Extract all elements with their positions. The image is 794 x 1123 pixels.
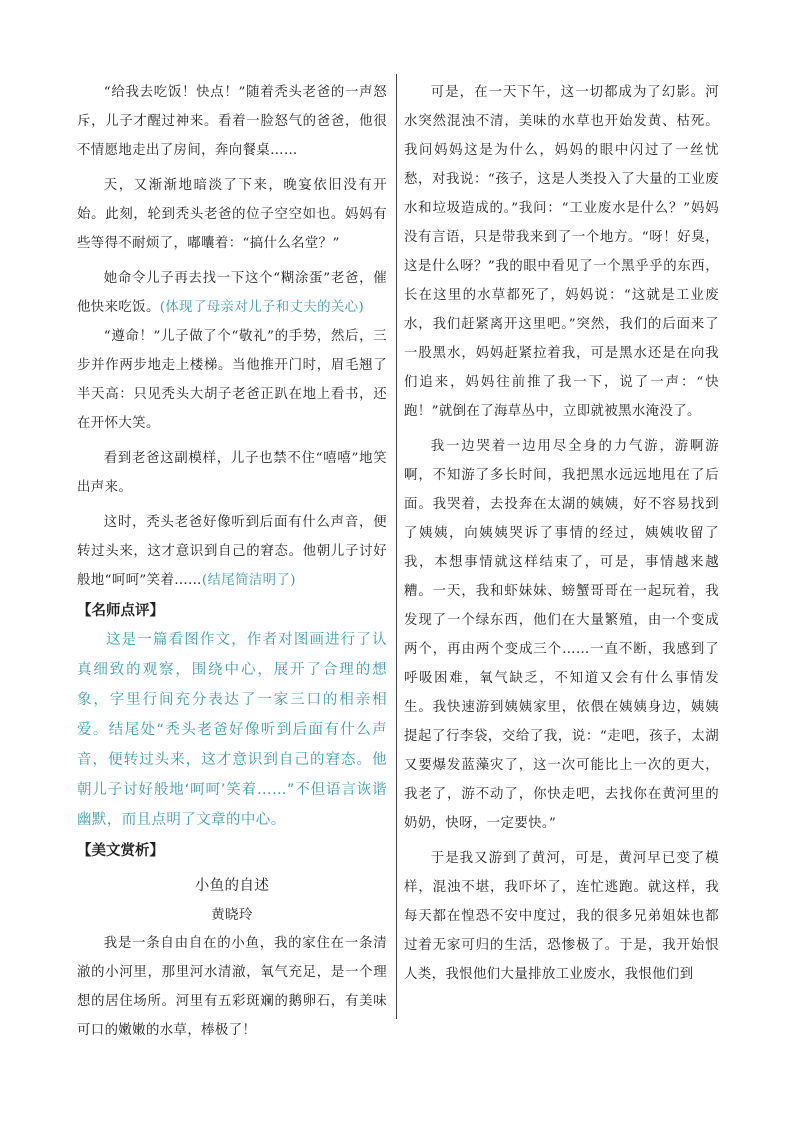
paragraph: “遵命！”儿子做了个“敬礼”的手势，然后，三步并作两步地走上楼梯。当他推开门时，眉毛翘了半天高：只见秃头大胡子老爸正趴在地上看书，还在开怀大笑。: [77, 329, 387, 431]
paragraph-text: 这时，秃头老爸好像听到后面有什么声音，便转过头来，这才意识到自己的窘态。他朝儿子讨好般地“呵呵”笑着……: [77, 515, 387, 588]
essay-title: 小鱼的自述: [194, 878, 270, 894]
paragraph: 看到老爸这副模样，儿子也禁不住“嘻嘻”地笑出声来。: [77, 451, 387, 495]
review-heading: 【名师点评】: [77, 603, 164, 619]
paragraph: [77, 508, 387, 595]
paragraph: [77, 264, 387, 322]
appreciation-heading: 【美文赏析】: [77, 843, 164, 859]
right-column: [404, 78, 719, 989]
review-text: 这是一篇看图作文，作者对图画进行了认真细致的观察，围绕中心，展开了合理的想象，字里行间充分表达了一家三口的相亲相爱。结尾处“秃头老爸好像听到后面有什么声音，便转过头来，这才意识到自己的窘态。他朝儿子讨好般地‘呵呵’笑着……”不但语言诙谐幽默，而且点明了文章的中心。: [77, 632, 387, 828]
paragraph-text: 她命令儿子再去找一下这个“糊涂蛋”老爸，催他快来吃饭。: [77, 271, 387, 315]
left-column: [77, 78, 387, 1045]
column-divider: [396, 74, 397, 1019]
paragraph: 于是我又游到了黄河，可是，黄河早已变了模样，混浊不堪，我吓坏了，连忙逃跑。就这样，我每天都在惶恐不安中度过，我的很多兄弟姐妹也都过着无家可归的生活，恐惨极了。于是，我开始恨人类，我恨他们大量排放工业废水，我恨他们到: [404, 851, 719, 982]
paragraph: 我是一条自由自在的小鱼，我的家住在一条清澈的小河里，那里河水清澈，氧气充足，是一个理想的居住场所。河里有五彩斑斓的鹅卵石，有美味可口的嫩嫩的水草，棒极了！: [77, 936, 387, 1038]
paragraph: 我一边哭着一边用尽全身的力气游，游啊游啊，不知游了多长时间，我把黑水远远地甩在了后面。我哭着，去投奔在太湖的姨姨，好不容易找到了姨姨，向姨姨哭诉了事情的经过，姨姨收留了我，本想事情就这样结束了，可是，事情越来越糟。一天，我和虾妹妹、螃蟹哥哥在一起玩着，我发现了一个绿东西，他们在大量繁殖，由一个变成两个，再由两个变成三个……一直不断，我感到了呼吸困难，氧气缺乏，不知道又会有什么事情发生。我快速游到姨姨家里，依偎在姨姨身边，姨姨提起了行李袋，交给了我，说：“走吧，孩子，太湖又要爆发蓝藻灾了，这一次可能比上一次的更大，我老了，游不动了，你快走吧，去找你在黄河里的奶奶，快呀，一定要快。”: [404, 439, 719, 831]
essay-author: 黄晓玲: [211, 907, 253, 923]
annotation-note: (结尾简洁明了): [201, 573, 296, 588]
paragraph: 可是，在一天下午，这一切都成为了幻影。河水突然混浊不清，美味的水草也开始发黄、枯死。我问妈妈这是为什么，妈妈的眼中闪过了一丝忧愁，对我说：“孩子，这是人类投入了大量的工业废水和垃圾造成的。”我问：“工业废水是什么？”妈妈没有言语，只是带我来到了一个地方。“呀！好臭，这是什么呀？”我的眼中看见了一个黑乎乎的东西，长在这里的水草都死了，妈妈说：“这就是工业废水，我们赶紧离开这里吧。”突然，我们的后面来了一股黑水，妈妈赶紧拉着我，可是黑水还是在向我们追来，妈妈往前推了我一下，说了一声：“快跑！”就倒在了海草丛中，立即就被黑水淹没了。: [404, 85, 719, 419]
paragraph: 天，又渐渐地暗淡了下来，晚宴依旧没有开始。此刻，轮到秃头老爸的位子空空如也。妈妈有些等得不耐烦了，嘟囔着：“搞什么名堂？”: [77, 178, 387, 251]
annotation-note: (体现了母亲对儿子和丈夫的关心): [159, 300, 365, 315]
paragraph: “给我去吃饭！快点！”随着秃头老爸的一声怒斥，儿子才醒过神来。看着一脸怒气的爸爸，他很不情愿地走出了房间，奔向餐桌……: [77, 85, 387, 158]
